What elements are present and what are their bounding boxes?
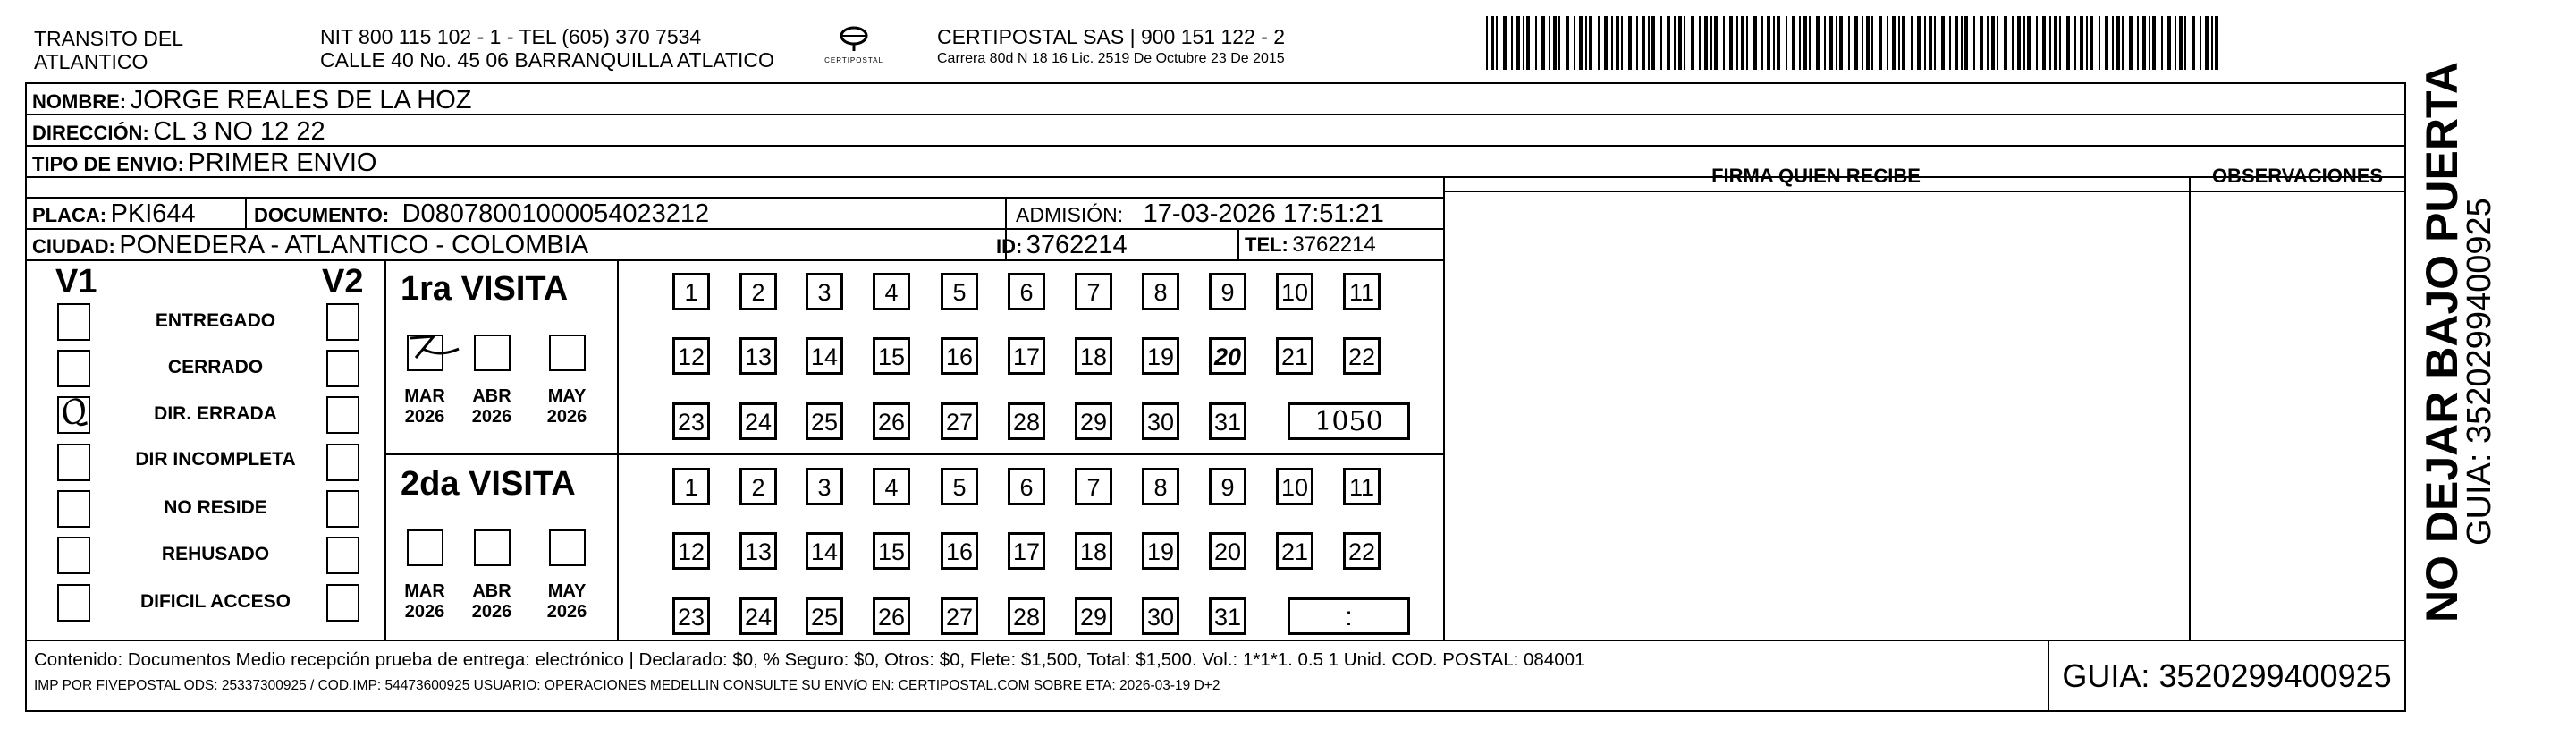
- visit-time-box[interactable]: 1050: [1288, 402, 1410, 440]
- barcode-bar: [1710, 16, 1712, 70]
- barcode-bar: [2137, 16, 2139, 70]
- day-box[interactable]: 4: [873, 468, 910, 505]
- barcode-bar: [2004, 16, 2007, 70]
- barcode-bar: [1829, 16, 1833, 70]
- day-box[interactable]: 16: [941, 337, 978, 375]
- v1-checkbox[interactable]: [57, 350, 90, 387]
- barcode-bar: [1980, 16, 1983, 70]
- reason-label: REHUSADO: [161, 544, 270, 564]
- day-box[interactable]: 31: [1209, 402, 1246, 440]
- barcode-bar: [2042, 16, 2046, 70]
- day-box[interactable]: 19: [1142, 337, 1179, 375]
- barcode-bar: [1678, 16, 1682, 70]
- month-label: [398, 386, 452, 428]
- barcode-bar: [1997, 16, 1998, 70]
- tel-label: TEL:: [1245, 233, 1288, 256]
- barcode-bar: [2142, 16, 2146, 70]
- day-box[interactable]: 23: [672, 597, 710, 635]
- barcode-bar: [1792, 16, 1795, 70]
- day-box[interactable]: 3: [806, 468, 843, 505]
- barcode-bar: [1887, 16, 1888, 70]
- side-warning: NO DEJAR BAJO PUERTA: [2417, 62, 2467, 623]
- day-box[interactable]: 15: [873, 532, 910, 570]
- day-box[interactable]: 19: [1142, 532, 1179, 570]
- day-box[interactable]: 17: [1008, 337, 1045, 375]
- nit-line: NIT 800 115 102 - 1 - TEL (605) 370 7534: [320, 25, 702, 48]
- v2-checkbox[interactable]: [326, 396, 359, 434]
- barcode-bar: [1866, 16, 1870, 70]
- barcode-bar: [1636, 16, 1638, 70]
- reason-label: DIR INCOMPLETA: [135, 449, 296, 470]
- day-box[interactable]: 20: [1209, 337, 1246, 375]
- sender-name: [34, 27, 183, 73]
- day-box[interactable]: 12: [672, 532, 710, 570]
- barcode-bar: [1924, 16, 1926, 70]
- handwritten-check-icon: [407, 331, 460, 370]
- day-box[interactable]: 9: [1209, 468, 1246, 505]
- day-box[interactable]: 13: [739, 532, 777, 570]
- barcode-bar: [2012, 16, 2014, 70]
- barcode-bar: [1767, 16, 1770, 70]
- day-box[interactable]: 12: [672, 337, 710, 375]
- barcode-bar: [1558, 16, 1560, 70]
- day-box[interactable]: 22: [1343, 532, 1381, 570]
- month-year: 2026: [404, 407, 445, 427]
- month-name: MAY: [547, 386, 587, 406]
- barcode-bar: [1541, 16, 1545, 70]
- v2-checkbox[interactable]: [326, 303, 359, 341]
- day-box[interactable]: 1: [672, 273, 710, 310]
- month-year: 2026: [404, 602, 445, 622]
- month-checkbox[interactable]: [474, 335, 511, 371]
- month-checkbox[interactable]: [474, 529, 511, 566]
- barcode-bar: [1714, 16, 1718, 70]
- day-box[interactable]: 3: [806, 273, 843, 310]
- sender-line-1: TRANSITO DEL: [34, 27, 183, 50]
- observations-area[interactable]: [2191, 192, 2404, 638]
- barcode-bar: [2066, 16, 2070, 70]
- v2-heading: V2: [322, 263, 364, 301]
- barcode-bar: [1648, 16, 1650, 70]
- day-box[interactable]: 16: [941, 532, 978, 570]
- day-box[interactable]: 11: [1343, 273, 1381, 310]
- day-box[interactable]: 7: [1075, 273, 1112, 310]
- barcode-bar: [1549, 16, 1550, 70]
- guia-box: GUIA: 3520299400925: [2062, 657, 2392, 694]
- logo-caption: CERTIPOSTAL: [824, 56, 883, 64]
- barcode-bar: [1589, 16, 1592, 70]
- barcode-bar: [2086, 16, 2088, 70]
- barcode-bar: [2099, 16, 2100, 70]
- barcode-bar: [1574, 16, 1575, 70]
- barcode-bar: [2023, 16, 2025, 70]
- day-box[interactable]: 25: [806, 597, 843, 635]
- ciudad-value: PONEDERA - ATLANTICO - COLOMBIA: [119, 231, 589, 259]
- barcode-bar: [2017, 16, 2021, 70]
- month-name: ABR: [472, 386, 511, 406]
- barcode-bar: [2116, 16, 2120, 70]
- barcode-bar: [1753, 16, 1757, 70]
- day-box[interactable]: 6: [1008, 468, 1045, 505]
- v1-checkbox[interactable]: [57, 444, 90, 481]
- barcode-bar: [1496, 16, 1498, 70]
- barcode-bar: [1862, 16, 1863, 70]
- ciudad-label: CIUDAD:: [32, 235, 115, 258]
- barcode-bar: [1684, 16, 1685, 70]
- barcode-bar: [1809, 16, 1811, 70]
- month-checkbox[interactable]: [407, 335, 443, 371]
- month-year: 2026: [546, 407, 587, 427]
- barcode-bar: [1786, 16, 1787, 70]
- month-checkbox[interactable]: [407, 529, 443, 566]
- day-box[interactable]: 30: [1142, 402, 1179, 440]
- month-checkbox[interactable]: [549, 529, 586, 566]
- barcode-bar: [2112, 16, 2114, 70]
- day-box[interactable]: 18: [1075, 337, 1112, 375]
- v2-checkbox[interactable]: [326, 584, 359, 622]
- barcode-bar: [2205, 16, 2209, 70]
- barcode-bar: [1491, 16, 1494, 70]
- day-box[interactable]: 18: [1075, 532, 1112, 570]
- barcode-bar: [1736, 16, 1738, 70]
- signature-area[interactable]: [1445, 192, 2187, 638]
- barcode-bar: [1535, 16, 1537, 70]
- barcode-bar: [1987, 16, 1989, 70]
- day-box[interactable]: 24: [739, 402, 777, 440]
- reason-label: ENTREGADO: [155, 310, 276, 331]
- barcode-bar: [1941, 16, 1945, 70]
- barcode-bar: [2184, 16, 2186, 70]
- barcode-bar: [1961, 16, 1963, 70]
- barcode-bar: [1773, 16, 1775, 70]
- month-year: 2026: [546, 602, 587, 622]
- tipo-envio-field: [32, 147, 376, 183]
- carrier-info: [937, 25, 1285, 70]
- barcode-bar: [1761, 16, 1763, 70]
- barcode-bar: [1741, 16, 1744, 70]
- barcode-bar: [2049, 16, 2051, 70]
- barcode-bar: [2215, 16, 2218, 70]
- side-guia: GUIA: 3520299400925: [2461, 198, 2498, 546]
- barcode-bar: [2175, 16, 2176, 70]
- tel-field: [1245, 229, 1376, 264]
- barcode-bar: [1854, 16, 1858, 70]
- barcode-bar: [1949, 16, 1951, 70]
- documento-value: D08078001000054023212: [401, 199, 710, 228]
- barcode-bar: [2200, 16, 2201, 70]
- barcode-bar: [1902, 16, 1905, 70]
- day-box[interactable]: 5: [941, 468, 978, 505]
- day-box[interactable]: 27: [941, 402, 978, 440]
- barcode-bar: [2027, 16, 2031, 70]
- sender-contact: [320, 25, 774, 72]
- day-box[interactable]: 2: [739, 468, 777, 505]
- day-box[interactable]: 28: [1008, 597, 1045, 635]
- v1-heading: V1: [55, 263, 97, 301]
- visit-time-box[interactable]: :: [1288, 597, 1410, 635]
- barcode-bar: [1642, 16, 1645, 70]
- barcode-bar: [1553, 16, 1557, 70]
- placa-value: PKI644: [110, 199, 196, 228]
- barcode-bar: [1964, 16, 1968, 70]
- barcode-bar: [1917, 16, 1921, 70]
- month-year: 2026: [471, 407, 512, 427]
- tipo-envio-value: PRIMER ENVIO: [188, 148, 377, 177]
- month-name: MAR: [404, 386, 445, 406]
- reason-label: NO RESIDE: [164, 497, 267, 518]
- v2-checkbox[interactable]: [326, 444, 359, 481]
- direccion-value: CL 3 NO 12 22: [153, 117, 325, 146]
- barcode-bar: [1799, 16, 1801, 70]
- barcode-bar: [1839, 16, 1843, 70]
- barcode-bar: [1898, 16, 1900, 70]
- placa-label: PLACA:: [32, 204, 107, 226]
- company-line: CERTIPOSTAL SAS | 900 151 122 - 2: [937, 25, 1286, 48]
- day-box[interactable]: 6: [1008, 273, 1045, 310]
- id-field: [996, 229, 1128, 266]
- day-box[interactable]: 2: [739, 273, 777, 310]
- barcode-bar: [1704, 16, 1708, 70]
- reason-label: DIR. ERRADA: [154, 403, 277, 424]
- observaciones-heading: OBSERVACIONES: [2211, 165, 2384, 187]
- day-box[interactable]: 4: [873, 273, 910, 310]
- id-label: ID:: [996, 235, 1023, 258]
- barcode-bar: [1621, 16, 1623, 70]
- day-box[interactable]: 23: [672, 402, 710, 440]
- barcode-bar: [1955, 16, 1958, 70]
- barcode-bar: [2122, 16, 2124, 70]
- reason-label: CERRADO: [167, 357, 264, 377]
- barcode-bar: [1667, 16, 1670, 70]
- certipostal-logo: [818, 25, 890, 64]
- v1-checkbox[interactable]: [57, 303, 90, 341]
- month-label: [398, 581, 452, 623]
- day-box[interactable]: 31: [1209, 597, 1246, 635]
- barcode-bar: [1660, 16, 1662, 70]
- barcode-bar: [1579, 16, 1583, 70]
- barcode-bar: [2080, 16, 2083, 70]
- day-box[interactable]: 11: [1343, 468, 1381, 505]
- barcode-bar: [2036, 16, 2038, 70]
- barcode-bar: [1892, 16, 1896, 70]
- month-name: MAR: [404, 581, 445, 601]
- barcode-bar: [1699, 16, 1701, 70]
- day-box[interactable]: 21: [1276, 532, 1313, 570]
- day-box[interactable]: 20: [1209, 532, 1246, 570]
- day-box[interactable]: 1: [672, 468, 710, 505]
- firma-heading: FIRMA QUIEN RECIBE: [1711, 165, 1921, 187]
- barcode-bar: [1911, 16, 1913, 70]
- v1-checkbox[interactable]: [57, 537, 90, 574]
- barcode-bar: [1746, 16, 1748, 70]
- barcode-bar: [2179, 16, 2183, 70]
- barcode-bar: [1691, 16, 1694, 70]
- day-box[interactable]: 22: [1343, 337, 1381, 375]
- barcode-bar: [1604, 16, 1608, 70]
- barcode-bar: [2105, 16, 2108, 70]
- contenido-line: Contenido: Documentos Medio recepción prueba de entrega: electrónico | Declarado: $0, % Seguro: $0, Otros: $0, Flete: $1,500, Total: $1,500. Vol.: 1*1*1. 0.5 1 Unid. COD. POSTAL: 084001: [34, 649, 1585, 670]
- sender-line-2: ATLANTICO: [34, 50, 148, 73]
- barcode-bar: [1816, 16, 1820, 70]
- day-box[interactable]: 7: [1075, 468, 1112, 505]
- barcode-bar: [2167, 16, 2171, 70]
- nombre-label: NOMBRE:: [32, 90, 127, 113]
- barcode: [1486, 16, 2228, 70]
- month-label: [465, 581, 519, 623]
- month-label: [540, 581, 594, 623]
- day-box[interactable]: 14: [806, 337, 843, 375]
- v2-checkbox[interactable]: [326, 350, 359, 387]
- admision-label: ADMISIÓN:: [1016, 203, 1124, 226]
- day-box[interactable]: 14: [806, 532, 843, 570]
- barcode-bar: [1879, 16, 1882, 70]
- barcode-bar: [1973, 16, 1975, 70]
- month-year: 2026: [471, 602, 512, 622]
- day-box[interactable]: 10: [1276, 468, 1313, 505]
- v1-checkbox[interactable]: [55, 391, 93, 435]
- day-box[interactable]: 10: [1276, 273, 1313, 310]
- barcode-bar: [2192, 16, 2195, 70]
- tipo-envio-label: TIPO DE ENVIO:: [32, 153, 184, 175]
- barcode-bar: [1929, 16, 1932, 70]
- day-box[interactable]: 29: [1075, 402, 1112, 440]
- barcode-bar: [1848, 16, 1850, 70]
- ciudad-field: [32, 229, 588, 266]
- barcode-bar: [1991, 16, 1995, 70]
- barcode-bar: [1566, 16, 1569, 70]
- barcode-bar: [1729, 16, 1733, 70]
- day-box[interactable]: 26: [873, 402, 910, 440]
- month-label: [465, 386, 519, 428]
- barcode-bar: [1503, 16, 1507, 70]
- barcode-bar: [2054, 16, 2057, 70]
- barcode-bar: [1651, 16, 1655, 70]
- day-box[interactable]: 30: [1142, 597, 1179, 635]
- barcode-bar: [1871, 16, 1873, 70]
- month-name: ABR: [472, 581, 511, 601]
- v2-checkbox[interactable]: [326, 537, 359, 574]
- tel-value: 3762214: [1292, 233, 1376, 257]
- barcode-bar: [1516, 16, 1520, 70]
- barcode-bar: [2149, 16, 2150, 70]
- barcode-bar: [2059, 16, 2061, 70]
- day-box[interactable]: 24: [739, 597, 777, 635]
- logo-icon: [834, 25, 874, 52]
- id-value: 3762214: [1026, 231, 1128, 259]
- barcode-bar: [1523, 16, 1524, 70]
- month-name: MAY: [547, 581, 587, 601]
- day-box[interactable]: 8: [1142, 468, 1179, 505]
- v2-checkbox[interactable]: [326, 490, 359, 528]
- month-checkbox[interactable]: [549, 335, 586, 371]
- barcode-bar: [1723, 16, 1725, 70]
- imp-line: IMP POR FIVEPOSTAL ODS: 25337300925 / COD.IMP: 54473600925 USUARIO: OPERACIONES MEDELLIN CONSULTE SU ENVíO EN: CERTIPOSTAL.COM SOBRE ETA: 2026-03-19 D+2: [34, 678, 1220, 693]
- barcode-bar: [2090, 16, 2093, 70]
- day-box[interactable]: 27: [941, 597, 978, 635]
- day-box[interactable]: 29: [1075, 597, 1112, 635]
- license-line: Carrera 80d N 18 16 Lic. 2519 De Octubre 23 De 2015: [937, 51, 1285, 66]
- barcode-bar: [1777, 16, 1780, 70]
- address-line: CALLE 40 No. 45 06 BARRANQUILLA ATLATICO: [320, 48, 774, 72]
- barcode-bar: [1616, 16, 1619, 70]
- barcode-bar: [2074, 16, 2076, 70]
- barcode-bar: [1934, 16, 1936, 70]
- reason-label: DIFICIL ACCESO: [139, 591, 291, 612]
- barcode-bar: [2129, 16, 2133, 70]
- barcode-bar: [2152, 16, 2156, 70]
- barcode-bar: [2211, 16, 2213, 70]
- day-box[interactable]: 9: [1209, 273, 1246, 310]
- documento-label: DOCUMENTO:: [254, 204, 390, 226]
- barcode-bar: [1585, 16, 1587, 70]
- direccion-label: DIRECCIÓN:: [32, 122, 149, 144]
- day-box[interactable]: 5: [941, 273, 978, 310]
- day-box[interactable]: 8: [1142, 273, 1179, 310]
- day-box[interactable]: 13: [739, 337, 777, 375]
- barcode-bar: [1526, 16, 1530, 70]
- barcode-bar: [1486, 16, 1488, 70]
- v1-checkbox[interactable]: [57, 584, 90, 622]
- day-box[interactable]: 28: [1008, 402, 1045, 440]
- day-box[interactable]: 17: [1008, 532, 1045, 570]
- barcode-bar: [1824, 16, 1826, 70]
- visit-title: 2da VISITA: [401, 465, 576, 503]
- barcode-bar: [1803, 16, 1807, 70]
- barcode-bar: [1674, 16, 1676, 70]
- barcode-bar: [1598, 16, 1600, 70]
- day-box[interactable]: 25: [806, 402, 843, 440]
- day-box[interactable]: 15: [873, 337, 910, 375]
- visit-title: 1ra VISITA: [401, 270, 569, 308]
- barcode-bar: [2161, 16, 2163, 70]
- barcode-bar: [1511, 16, 1513, 70]
- barcode-bar: [1628, 16, 1632, 70]
- barcode-bar: [1836, 16, 1837, 70]
- day-box[interactable]: 26: [873, 597, 910, 635]
- month-label: [540, 386, 594, 428]
- admision-value: 17-03-2026 17:51:21: [1143, 199, 1384, 228]
- v1-handwritten-mark: Q: [55, 391, 93, 435]
- day-box[interactable]: 21: [1276, 337, 1313, 375]
- nombre-value: JORGE REALES DE LA HOZ: [130, 86, 472, 114]
- v1-checkbox[interactable]: [57, 490, 90, 528]
- barcode-bar: [1611, 16, 1613, 70]
